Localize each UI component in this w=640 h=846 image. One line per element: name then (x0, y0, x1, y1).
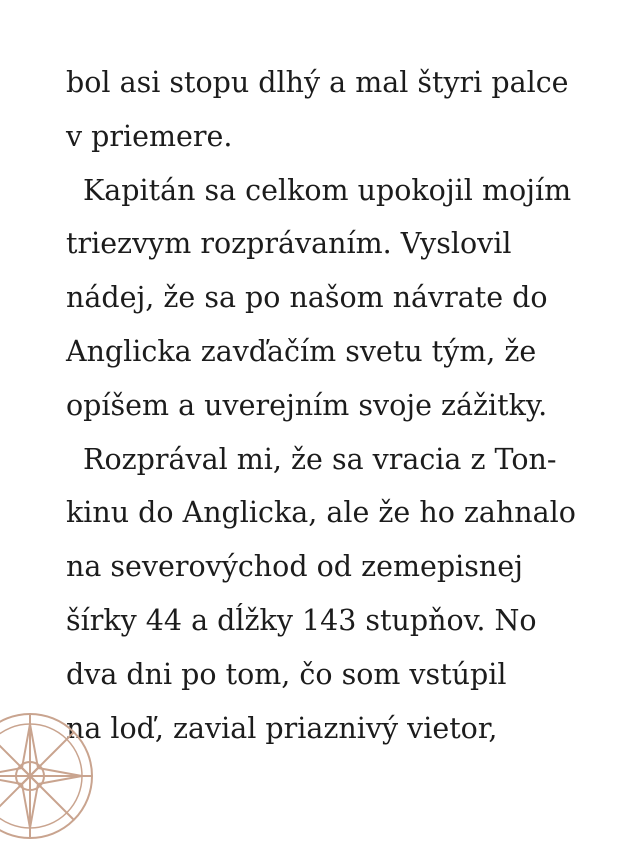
text-line: na severovýchod od zemepisnej (66, 550, 523, 584)
text-line: triezvym rozprávaním. Vyslovil (66, 227, 512, 261)
paragraph-first-line: Rozprával mi, že sa vracia z Ton- (83, 442, 557, 476)
text-line: dva dni po tom, čo som vstúpil (66, 657, 507, 691)
text-line: na loď, zavial priaznivý vietor, (66, 711, 498, 745)
text-line: v priemere. (66, 119, 233, 153)
body-text (66, 56, 596, 755)
text-line: opíšem a uverejním svoje zážitky. (66, 388, 548, 422)
text-line: bol asi stopu dlhý a mal štyri palce (66, 66, 569, 99)
text-line: Anglicka zavďačím svetu tým, že (66, 334, 537, 368)
text-line: kinu do Anglicka, ale že ho zahnalo (66, 496, 576, 530)
text-line: šírky 44 a dĺžky 143 stupňov. No (66, 603, 537, 637)
text-line: nádej, že sa po našom návrate do (66, 281, 548, 315)
paragraph-first-line: Kapitán sa celkom upokojil mojím (83, 173, 572, 207)
compass-rose-icon (0, 706, 100, 846)
